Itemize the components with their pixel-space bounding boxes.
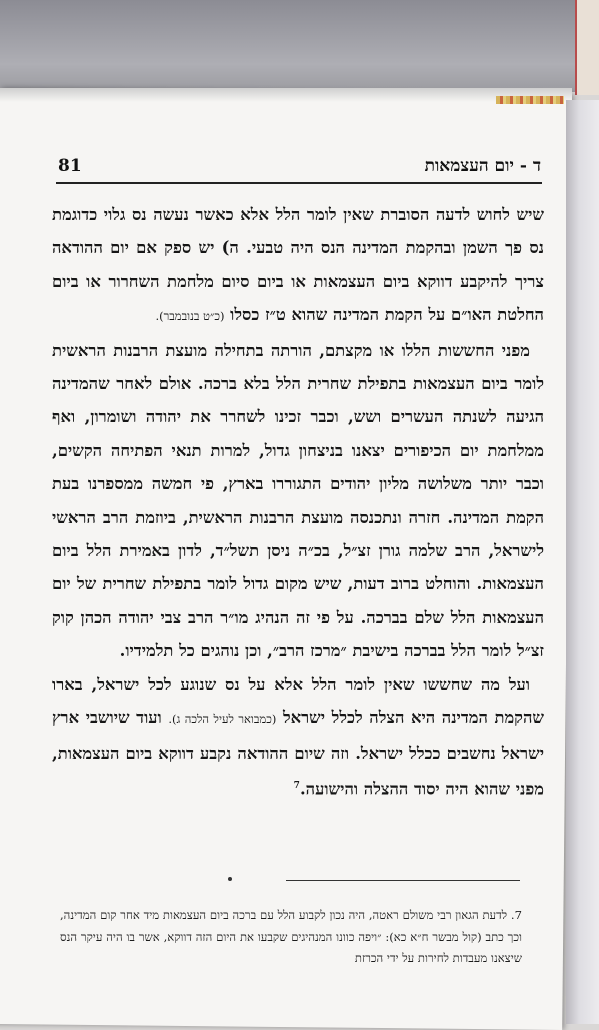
paragraph-3 — [52, 668, 544, 806]
footnote-marker: 7 — [293, 780, 300, 791]
header-rule — [56, 182, 542, 184]
main-text — [52, 198, 544, 806]
paragraph-3-note: (כמבואר לעיל הלכה ג). — [168, 712, 277, 727]
footnote-7: 7. לדעת הגאון רבי משולם ראטה, היה נכון לקבוע הלל עם ברכה ביום העצמאות מיד אחר קום המדינה, וכך כתב (קול מבשר ח״א כא): ״ויפה כוונו המנהיגים שקבעו את היום הזה דווקא, אשר בו היה עיקר הנס שיצאנו מעבדות לחירות על ידי הכרזת — [60, 908, 522, 965]
paragraph-1-note: (כ״ט בנובמבר). — [155, 309, 225, 324]
page-number: 81 — [58, 156, 82, 176]
page-curl-shadow — [566, 100, 599, 1024]
background-top — [0, 0, 599, 92]
paragraph-3-text-a: ועל מה שחששו שאין לומר הלל אלא על נס שנוגע לכל ישראל, בארו שהקמת המדינה היא הצלה לכלל ישראל — [52, 674, 544, 728]
paragraph-2: מפני החששות הללו או מקצתם, הורתה בתחילה מועצת הרבנות הראשית לומר ביום העצמאות בתפילת שחרית הלל בלא ברכה. אולם לאחר שהמדינה הגיעה לשנתה העשרים ושש, וכבר זכינו לשחרר את יהודה ושומרון, ואף ממלחמת יום הכיפורים יצאנו בניצחון גדול, למרות תנאי הפתיחה הקשים, וכבר יותר משלושה מליון יהודים התגוררו בארץ, פי חמשה ממספרנו בעת הקמת המדינה. חזרה ונתכנסה מועצת הרבנות הראשית, ביוזמת הרב הראשי לישראל, הרב שלמה גורן זצ״ל, בכ״ה ניסן תשל״ד, לדון באמירת הלל ביום העצמאות. והוחלט ברוב דעות, שיש מקום גדול לומר בתפילת שחרית של יום העצמאות הלל שלם בברכה. על פי זה הנהיג מו״ר הרב צבי יהודה הכהן קוק זצ״ל לומר הלל בברכה בישיבת ״מרכז הרב״, וכן נוהגים כל תלמידיו. — [52, 340, 544, 661]
adjacent-book-edge — [575, 0, 599, 95]
bookmark-ribbon — [496, 96, 564, 104]
page-top-edge — [0, 88, 572, 102]
paragraph-3-text-b: ועוד שיושבי ארץ ישראל נחשבים ככלל ישראל. וזה שיום ההודאה נקבע דווקא ביום העצמאות, מפני שהוא היה יסוד ההצלה והישועה. — [52, 708, 544, 799]
paragraph-1-text: שיש לחוש לדעה הסוברת שאין לומר הלל אלא כאשר נעשה נס גלוי כדוגמת נס פך השמן ובהקמת המדינה הנס היה טבעי. ה) יש ספק אם יום ההודאה צריך להיקבע דווקא ביום העצמאות או ביום סיום מלחמת השחרור או ביום החלטת האו״ם על הקמת המדינה שהוא ט״ז כסלו — [52, 205, 544, 325]
ink-dot — [228, 877, 232, 881]
footnote-rule — [286, 880, 520, 881]
paragraph-1 — [52, 198, 544, 334]
running-head: ד - יום העצמאות — [424, 156, 541, 176]
